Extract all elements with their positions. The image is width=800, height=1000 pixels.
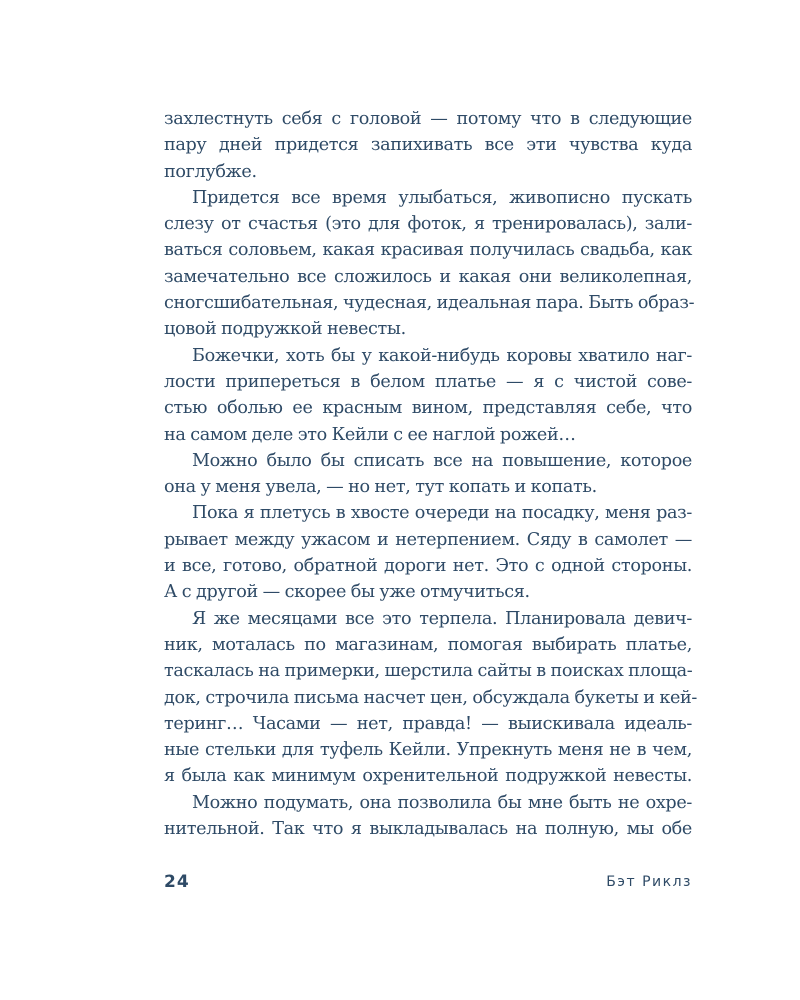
text-line: ные стельки для туфель Кейли. Упрекнуть меня не в чем, [164,740,692,761]
text-line: стью оболью ее красным вином, представляя себе, что [164,398,692,419]
text-line: слезу от счастья (это для фоток, я тренировалась), зали- [164,214,692,235]
text-line: лости припереться в белом платье — я с чистой сове- [164,371,692,392]
running-head-author: Бэт Риклз [606,874,692,890]
text-line: поглубже. [164,161,257,182]
text-line: я была как минимум охренительной подружкой невесты. [164,766,692,787]
text-line: нительной. Так что я выкладывалась на полную, мы обе [164,819,692,840]
text-line: док, строчила письма насчет цен, обсуждала букеты и кей- [164,687,698,708]
text-line: Придется все время улыбаться, живописно пускать [192,187,692,208]
text-line: цовой подружкой невесты. [164,319,406,340]
page-number: 24 [164,872,190,892]
text-line: ник, моталась по магазинам, помогая выбирать платье, [164,634,692,655]
body-text [164,106,698,842]
page-footer [164,872,692,896]
text-line: Божечки, хоть бы у какой-нибудь коровы хватило наг- [192,345,692,366]
text-line: сногсшибательная, чудесная, идеальная пара. Быть образ- [164,293,695,314]
text-line: теринг… Часами — нет, правда! — выискивала идеаль- [164,713,692,734]
text-line: Я же месяцами все это терпела. Планировала девич- [192,608,692,629]
text-line: замечательно все сложилось и какая они великолепная, [164,266,692,287]
text-line: А с другой — скорее бы уже отмучиться. [164,582,530,603]
text-line: пару дней придется запихивать все эти чувства куда [164,135,692,156]
text-line: и все, готово, обратной дороги нет. Это с одной стороны. [164,556,692,577]
text-line: рывает между ужасом и нетерпением. Сяду в самолет — [164,529,692,550]
text-line: Пока я плетусь в хвосте очереди на посадку, меня раз- [192,503,692,524]
text-line: на самом деле это Кейли с ее наглой рожей… [164,424,576,445]
text-line: она у меня увела, — но нет, тут копать и копать. [164,477,597,498]
text-line: таскалась на примерки, шерстила сайты в поисках площа- [164,661,693,682]
text-line: Можно подумать, она позволила бы мне быть не охре- [192,792,692,813]
text-line: Можно было бы списать все на повышение, которое [192,450,692,471]
text-line: ваться соловьем, какая красивая получилась свадьба, как [164,240,692,261]
text-line: захлестнуть себя с головой — потому что в следующие [164,109,692,129]
